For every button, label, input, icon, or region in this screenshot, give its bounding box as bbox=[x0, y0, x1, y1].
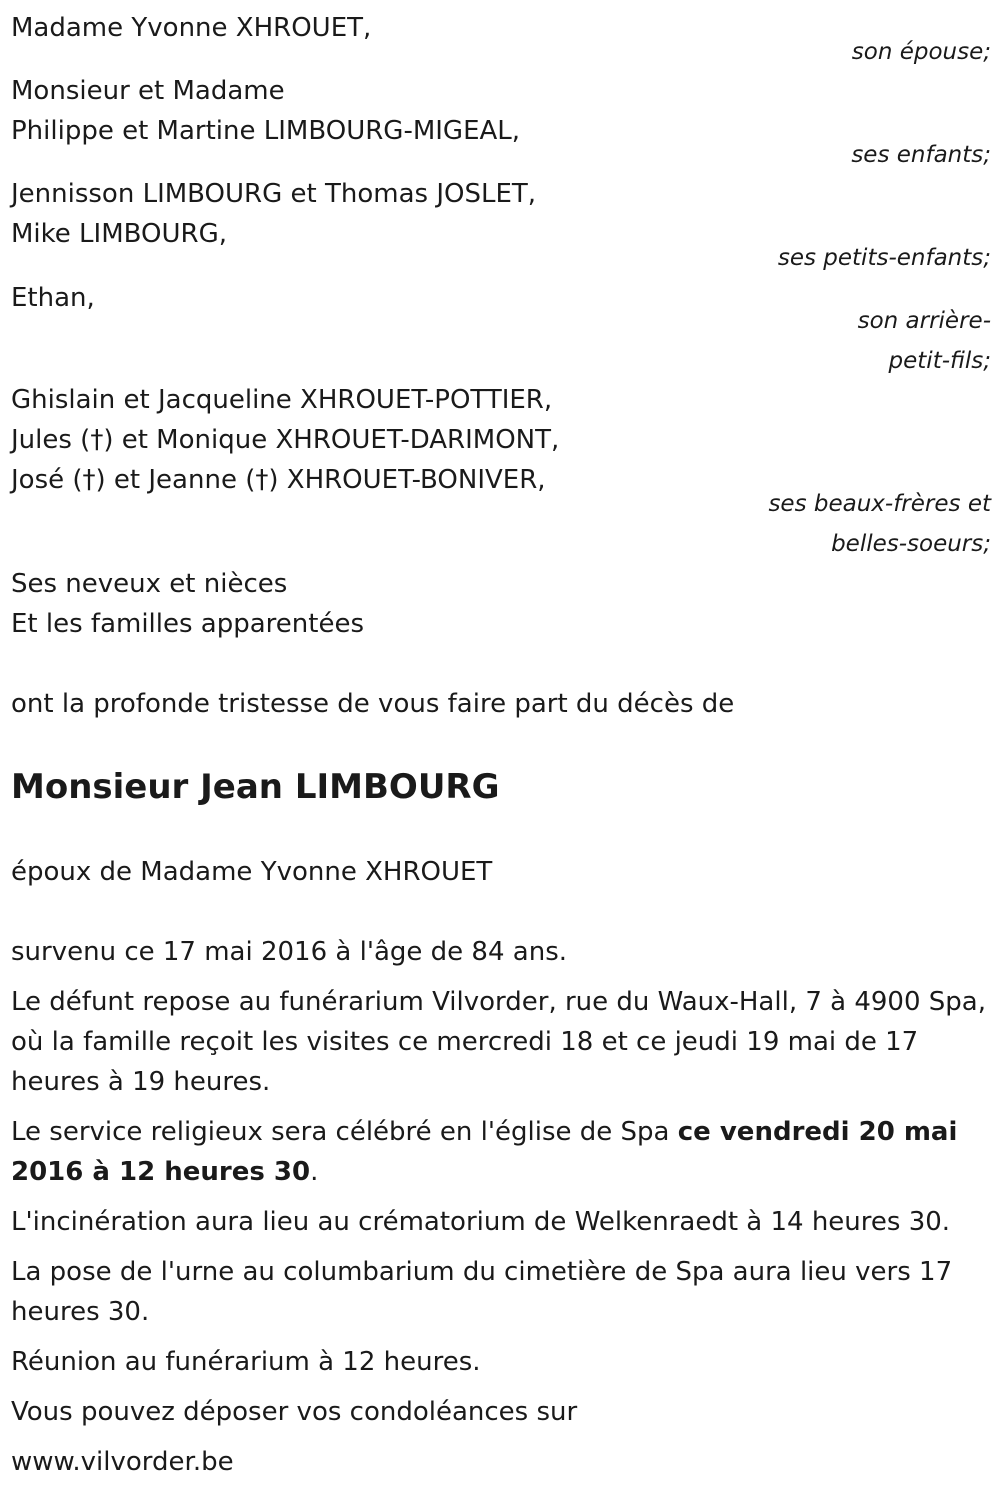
role-children: ses enfants; bbox=[851, 142, 991, 168]
service-date-time: ce vendredi 20 mai 2016 à 12 heures 30 bbox=[11, 1117, 958, 1187]
announcement-intro: ont la profonde tristesse de vous faire part du décès de bbox=[11, 689, 735, 719]
meeting-text: Réunion au funérarium à 12 heures. bbox=[11, 1347, 481, 1377]
urn-text: La pose de l'urne au columbarium du cimetière de Spa aura lieu vers 17 heures 30. bbox=[11, 1257, 953, 1327]
cremation-text: L'incinération aura lieu au crématorium de Welkenraedt à 14 heures 30. bbox=[11, 1207, 951, 1237]
service-text bbox=[11, 1112, 991, 1192]
service-text-prefix: Le service religieux sera célébré en l'église de Spa bbox=[11, 1117, 678, 1147]
service-text-suffix: . bbox=[310, 1157, 319, 1187]
spouse-line: époux de Madame Yvonne XHROUET bbox=[11, 857, 493, 887]
website-text: www.vilvorder.be bbox=[11, 1447, 234, 1477]
role-great-grandchild: son arrière- petit-fils; bbox=[857, 308, 991, 374]
family-names-children: Monsieur et Madame Philippe et Martine LIMBOURG-MIGEAL, bbox=[11, 76, 521, 146]
role-in-laws: ses beaux-frères et belles-soeurs; bbox=[768, 491, 991, 557]
death-date-text: survenu ce 17 mai 2016 à l'âge de 84 ans. bbox=[11, 937, 568, 967]
family-names-relatives: Ses neveux et nièces Et les familles apparentées bbox=[11, 569, 365, 639]
role-grandchildren: ses petits-enfants; bbox=[777, 245, 991, 271]
role-spouse: son épouse; bbox=[851, 39, 991, 65]
condolences-text: Vous pouvez déposer vos condoléances sur bbox=[11, 1397, 578, 1427]
family-names-great-grandchild: Ethan, bbox=[11, 283, 95, 313]
family-names-spouse: Madame Yvonne XHROUET, bbox=[11, 13, 372, 43]
resting-place-text: Le défunt repose au funérarium Vilvorder, rue du Waux-Hall, 7 à 4900 Spa, où la famille reçoit les visites ce mercredi 18 et ce jeudi 19 mai de 17 heures à 19 heures. bbox=[11, 987, 986, 1097]
funeral-details bbox=[11, 932, 991, 1492]
deceased-name: Monsieur Jean LIMBOURG bbox=[11, 767, 500, 807]
family-names-in-laws: Ghislain et Jacqueline XHROUET-POTTIER, Jules (†) et Monique XHROUET-DARIMONT, José (†) et Jeanne (†) XHROUET-BONIVER, bbox=[11, 385, 560, 495]
family-names-grandchildren: Jennisson LIMBOURG et Thomas JOSLET, Mike LIMBOURG, bbox=[11, 179, 537, 249]
